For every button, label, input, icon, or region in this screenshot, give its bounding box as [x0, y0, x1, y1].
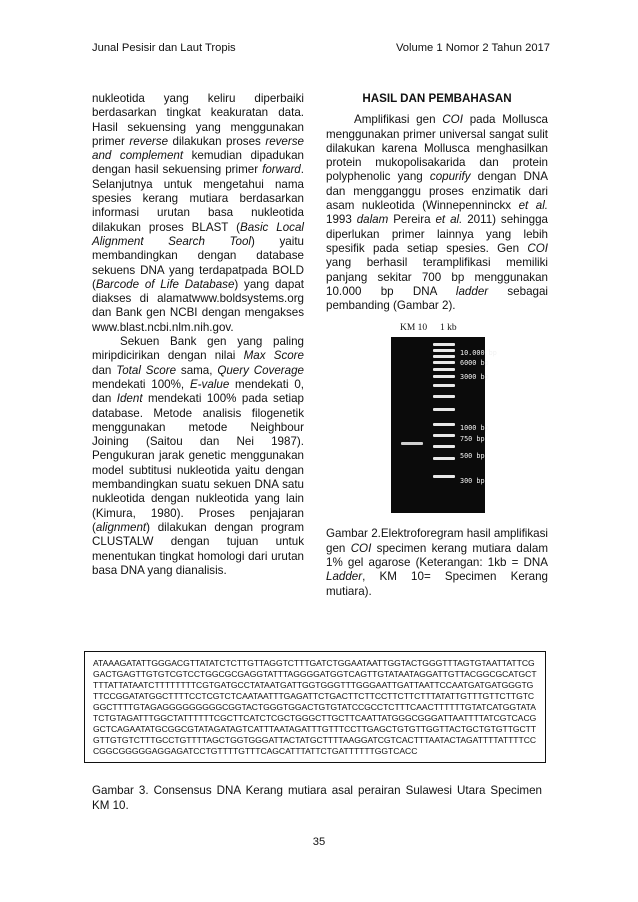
sequence-box [84, 651, 546, 763]
ladder-band [433, 457, 455, 460]
dna-sequence: ATAAAGATATTGGGACGTTATATCTCTTGTTAGGTCTTTGATCTGGAATAATTGGTACTGGGTTTAGTGTAATTATTCGGACTGAGTTGTGTCGTCCTGGCGCGAGGTATTTAGGGGATGGTCAGTTGTATAATAGGATTGTTACGGCGCATGCTTTTATTATAATCTTTTTTTTCGTGATGCCTATAATGATTGGTGGGTTTGGGAATTGATTAATTCCAATGATGATGGGTGTTCCGGATATGGCTTTTCCTCGTCTCAATAATTTGAGATTCTGACTTCTTCCTTCTTCTTTATATTGTTTGTTCTTGTCGGCTTTTGTAGAGGGGGGGGGCGGTACTGGGTGGACTGTGTATCCGCCTCTTTCAACTTTTTTGTATCATGGTATATCTGTAGATTTGGCTATTTTTTCGCTTCATCTCGCTGGGCTTGCTTCAATTATGGGCGGGATTAATTTTATCGTCACGGCTCAGAATATGCGGCGTATAGATAGTCATTTAATAGATTTGTTTCCTTGAGCTGTGTTGGTTACTGCTGTGTTGCTTGTTGTGTCTTTGCCTGTTTTAGCTGGTGGGATTACTATGCTTTTAAGGATCGTCACTTTAATACTAGATTTTATTTTCCCGGCGGGGGAGGAGATCCTGTTTTGTTTCAGCATTTATTCTGATTTTTTGGTCACC [93, 658, 537, 756]
ladder-band [433, 408, 455, 411]
ladder-band [433, 434, 455, 437]
marker-label: 750 bp [460, 435, 485, 444]
ladder-band [433, 445, 455, 448]
lane-label-ladder: 1 kb [440, 323, 457, 334]
methods-paragraph-2: Sekuen Bank gen yang paling miripdicirikan dengan nilai Max Score dan Total Score sama, Query Coverage mendekati 100%, E-value mendekati 0, dan Ident mendekati 100% pada setiap database. Metode analisis filogenetik menggunakan metode Neighbour Joining (Saitou dan Nei 1987). Pengukuran jarak genetic menggunakan model subtitusi nukleotida yaitu dengan membandingkan suatu sekuen DNA satu nukleotida dengan nukleotida yang lain (Kimura, 1980). Proses penjajaran (alignment) dilakukan dengan program CLUSTALW dengan tujuan untuk menentukan tingkat homologi dari urutan basa DNA yang dianalisis. [92, 335, 305, 577]
results-paragraph: Amplifikasi gen COI pada Mollusca menggunakan primer universal sangat sulit dilakukan karena Mollusca menghasilkan protein mukopolisakarida dan protein polyphenolic yang copurify dengan DNA dan mengganggu proses enzimatik dari asam nukleotida (Winnepenninckx et al. 1993 dalam Pereira et al. 2011) sehingga diperlukan primer lainnya yang lebih spesifik pada setiap spesies. Gen COI yang berhasil teramplifikasi memiliki panjang sekitar 700 bp menggunakan 10.000 bp DNA ladder sebagai pembanding (Gambar 2). [326, 113, 548, 313]
marker-label: 500 bp [460, 452, 485, 461]
gel-image [391, 337, 497, 513]
marker-label: 1000 bp [460, 424, 489, 433]
ladder-band [433, 423, 455, 426]
ladder-band [433, 375, 455, 378]
marker-label: 3000 bp [460, 373, 489, 382]
figure-3-caption: Gambar 3. Consensus DNA Kerang mutiara asal perairan Sulawesi Utara Specimen KM 10. [92, 784, 542, 812]
ladder-band [433, 361, 455, 364]
ladder-band [433, 368, 455, 371]
ladder-band [433, 475, 455, 478]
sample-band [401, 442, 423, 445]
ladder-band [433, 384, 455, 387]
right-column [326, 92, 548, 599]
figure-2-caption: Gambar 2.Elektroforegram hasil amplifikasi gen COI specimen kerang mutiara dalam 1% gel agarose (Keterangan: 1kb = DNA Ladder, KM 10= Specimen Kerang mutiara). [326, 527, 548, 598]
section-title: HASIL DAN PEMBAHASAN [362, 92, 512, 105]
ladder-band [433, 349, 455, 352]
ladder-band [433, 355, 455, 358]
marker-label: 10.000 bp [460, 349, 497, 358]
lane-label-km10: KM 10 [400, 323, 428, 334]
left-column [92, 92, 304, 578]
volume-info: Volume 1 Nomor 2 Tahun 2017 [395, 42, 550, 54]
marker-label: 300 bp [460, 477, 485, 486]
marker-label: 6000 bp [460, 359, 489, 368]
ladder-band [433, 395, 455, 398]
journal-name: Junal Pesisir dan Laut Tropis [92, 42, 236, 54]
gel-figure [326, 321, 548, 521]
ladder-band [433, 343, 455, 346]
page-number: 35 [312, 836, 326, 848]
methods-paragraph-1: nukleotida yang keliru diperbaiki berdasarkan tingkat keakuratan data. Hasil sekuensing yang menggunakan primer reverse dilakukan proses reverse and complement kemudian dipadukan dengan hasil sekuensing primer forward. Selanjutnya untuk mengetahui nama spesies kerang mutiara berdasarkan informasi urutan basa nukleotida dilakukan proses BLAST (Basic Local Alignment Search Tool) yaitu membandingkan dengan database sekuens DNA yang terdapatpada BOLD (Barcode of Life Database) yang dapat diakses di alamatwww.boldsystems.org dan Bank gen NCBI dengan mengakses www.blast.ncbi.nlm.nih.gov. [92, 92, 304, 334]
